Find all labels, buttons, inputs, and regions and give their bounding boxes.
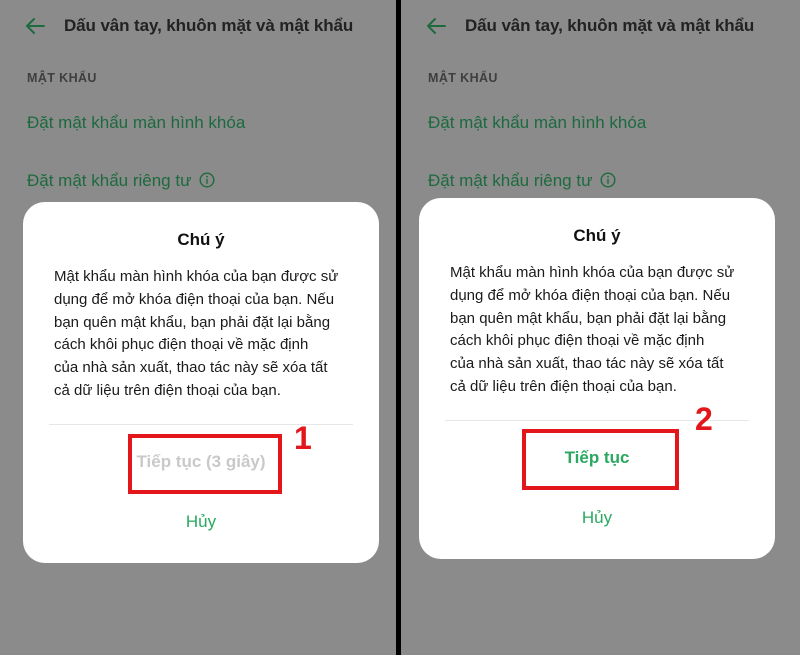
- continue-button-disabled: Tiếp tục (3 giây): [136, 452, 266, 471]
- dialog-message-line: dụng để mở khóa điện thoại của bạn. Nếu: [450, 286, 731, 304]
- continue-button[interactable]: Tiếp tục: [564, 448, 630, 467]
- dialog-message-line: dụng để mở khóa điện thoại của bạn. Nếu: [54, 290, 335, 308]
- back-arrow-icon[interactable]: [425, 15, 447, 37]
- set-private-password-label: Đặt mật khẩu riêng tư: [27, 171, 192, 190]
- set-private-password-item[interactable]: [428, 171, 616, 191]
- dialog-message-line: của nhà sản xuất, thao tác này sẽ xóa tất: [54, 359, 328, 377]
- dialog-message-line: cả dữ liệu trên điện thoại của bạn.: [450, 377, 677, 395]
- page-title: Dấu vân tay, khuôn mặt và mật khẩu: [64, 16, 354, 35]
- section-header-password: MẬT KHẨU: [27, 71, 97, 85]
- warning-dialog: [419, 198, 775, 559]
- set-lockscreen-password-item[interactable]: Đặt mật khẩu màn hình khóa: [27, 113, 246, 132]
- dialog-message-line: của nhà sản xuất, thao tác này sẽ xóa tất: [450, 355, 724, 373]
- dialog-message-line: cách khôi phục điện thoại về mặc định: [450, 332, 705, 350]
- app-bar: [401, 0, 800, 50]
- set-lockscreen-password-item[interactable]: Đặt mật khẩu màn hình khóa: [428, 113, 647, 132]
- dialog-message: [450, 262, 753, 399]
- section-header-password: MẬT KHẨU: [428, 71, 498, 85]
- dialog-message-line: cả dữ liệu trên điện thoại của bạn.: [54, 381, 281, 399]
- highlight-box: [522, 429, 679, 490]
- cancel-button[interactable]: Hủy: [185, 512, 217, 531]
- info-icon[interactable]: [199, 172, 215, 188]
- step-number: 1: [294, 420, 312, 456]
- page-title: Dấu vân tay, khuôn mặt và mật khẩu: [465, 16, 755, 35]
- set-private-password-label: Đặt mật khẩu riêng tư: [428, 171, 593, 190]
- warning-dialog: [23, 202, 379, 563]
- info-icon[interactable]: [600, 172, 616, 188]
- app-bar: [0, 0, 396, 50]
- dialog-message-line: bạn quên mật khẩu, bạn phải đặt lại bằng: [450, 309, 727, 327]
- dialog-title: Chú ý: [177, 230, 225, 249]
- dialog-message-line: cách khôi phục điện thoại về mặc định: [54, 336, 309, 354]
- screen-step-2: [401, 0, 800, 655]
- highlight-box: [128, 434, 282, 494]
- dialog-title: Chú ý: [573, 226, 621, 245]
- dialog-message: [54, 266, 357, 403]
- step-number: 2: [695, 401, 713, 437]
- dialog-message-line: Mật khẩu màn hình khóa của bạn được sử: [450, 264, 735, 281]
- back-arrow-icon[interactable]: [24, 15, 46, 37]
- set-private-password-item[interactable]: [27, 171, 215, 191]
- screen-step-1: [0, 0, 396, 655]
- cancel-button[interactable]: Hủy: [581, 508, 613, 527]
- dialog-message-line: Mật khẩu màn hình khóa của bạn được sử: [54, 268, 339, 285]
- dialog-message-line: bạn quên mật khẩu, bạn phải đặt lại bằng: [54, 313, 331, 331]
